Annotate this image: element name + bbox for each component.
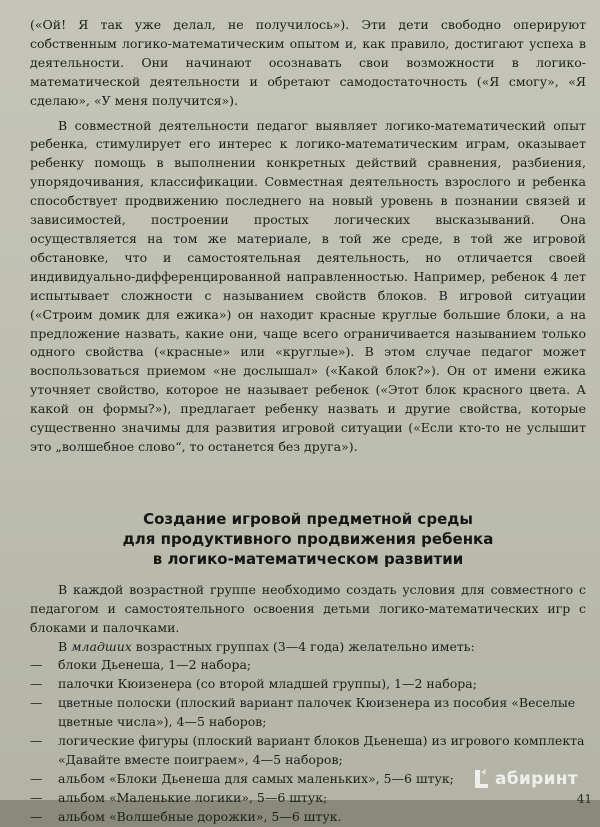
list-dash: — [30, 657, 43, 673]
section-heading [30, 509, 586, 569]
list-intro-emphasis: младших [71, 638, 132, 654]
list-item-text: альбом «Блоки Дьенеша для самых маленьких», 5—6 штук; [58, 770, 454, 786]
list-item-text: логические фигуры (плоский вариант блоков Дьенеша) из игрового комплекта «Давайте вместе поиграем», 4—5 наборов; [58, 733, 585, 767]
list-item [30, 808, 586, 827]
list-item [30, 789, 586, 808]
list-item-text: блоки Дьенеша, 1—2 набора; [58, 657, 252, 673]
list-intro-suffix: возрастных группах (3—4 года) желательно иметь: [131, 638, 475, 654]
labyrinth-l-logo-icon [471, 768, 491, 790]
list-dash: — [30, 808, 43, 824]
page-number: 41 [576, 792, 592, 806]
list-item [30, 694, 586, 732]
heading-line-3: в логико-математическом развитии [152, 549, 464, 568]
watermark-text: абиринт [494, 769, 578, 789]
paragraph-conditions: В каждой возрастной группе необходимо создать условия для совместного с педагогом и самостоятельного освоения детьми логико-математических игр с блоками и палочками. [30, 581, 586, 635]
list-item [30, 675, 586, 694]
paragraph-joint-activity: В совместной деятельности педагог выявляет логико-математический опыт ребенка, стимулирует его интерес к логико-математическим играм, оказывает ребенку помощь в выполнении конкретных действий сравнения, разбиения, упорядочивания, классификации. Совместная деятельность взрослого и ребенка способствует продвижению последнего на новый уровень в познании связей и зависимостей, построении простых логических высказываний. Она осуществляется на том же материале, в той же среде, в той же игровой обстановке, что и самостоятельная деятельность, но отличается своей индивидуально-дифференцированной направленностью. Например, ребенок 4 лет испытывает сложности с называнием свойств блоков. В игровой ситуации («Строим домик для ежика») он находит красные круглые большие блоки, а на предложение назвать, какие они, чаще всего ограничивается называнием только одного свойства («красные» или «круглые»). В этом случае педагог может воспользоваться приемом «не дослышал» («Какой блок?»). Он от имени ежика уточняет свойство, которое не называет ребенок («Этот блок красного цвета. А какой он формы?»), предлагает ребенку назвать и другие свойства, которые существенно значимы для развития игровой ситуации («Если кто-то не услышит это „волшебное слово“, то останется без друга»). [30, 117, 586, 454]
page-text [30, 16, 586, 827]
list-dash: — [30, 695, 43, 711]
list-dash: — [30, 733, 43, 749]
list-dash: — [30, 789, 43, 805]
list-item-text: цветные полоски (плоский вариант палочек Кюизенера из пособия «Веселые цветные числа»), 4—5 наборов; [58, 695, 576, 730]
list-item-text: альбом «Маленькие логики», 5—6 штук; [58, 789, 328, 805]
list-intro-prefix: В [58, 638, 72, 654]
list-dash: — [30, 676, 43, 692]
list-item-text: палочки Кюизенера (со второй младшей группы), 1—2 набора; [58, 676, 477, 692]
list-item-text: альбом «Волшебные дорожки», 5—6 штук. [58, 808, 342, 824]
heading-line-1: Создание игровой предметной среды [143, 509, 473, 528]
materials-list [30, 656, 586, 826]
list-item [30, 732, 586, 770]
list-item [30, 656, 586, 675]
list-intro [30, 638, 586, 657]
heading-line-2: для продуктивного продвижения ребенка [122, 529, 494, 548]
paragraph-continuation: («Ой! Я так уже делал, не получилось»). Эти дети свободно оперируют собственным логико-математическим опытом и, как правило, достигают успеха в деятельности. Они начинают осознавать свои возможности в логико-математической деятельности и обретают самодостаточность («Я смогу», «Я сделаю», «У меня получится»). [30, 17, 586, 108]
watermark [471, 768, 578, 790]
list-dash: — [30, 770, 43, 786]
